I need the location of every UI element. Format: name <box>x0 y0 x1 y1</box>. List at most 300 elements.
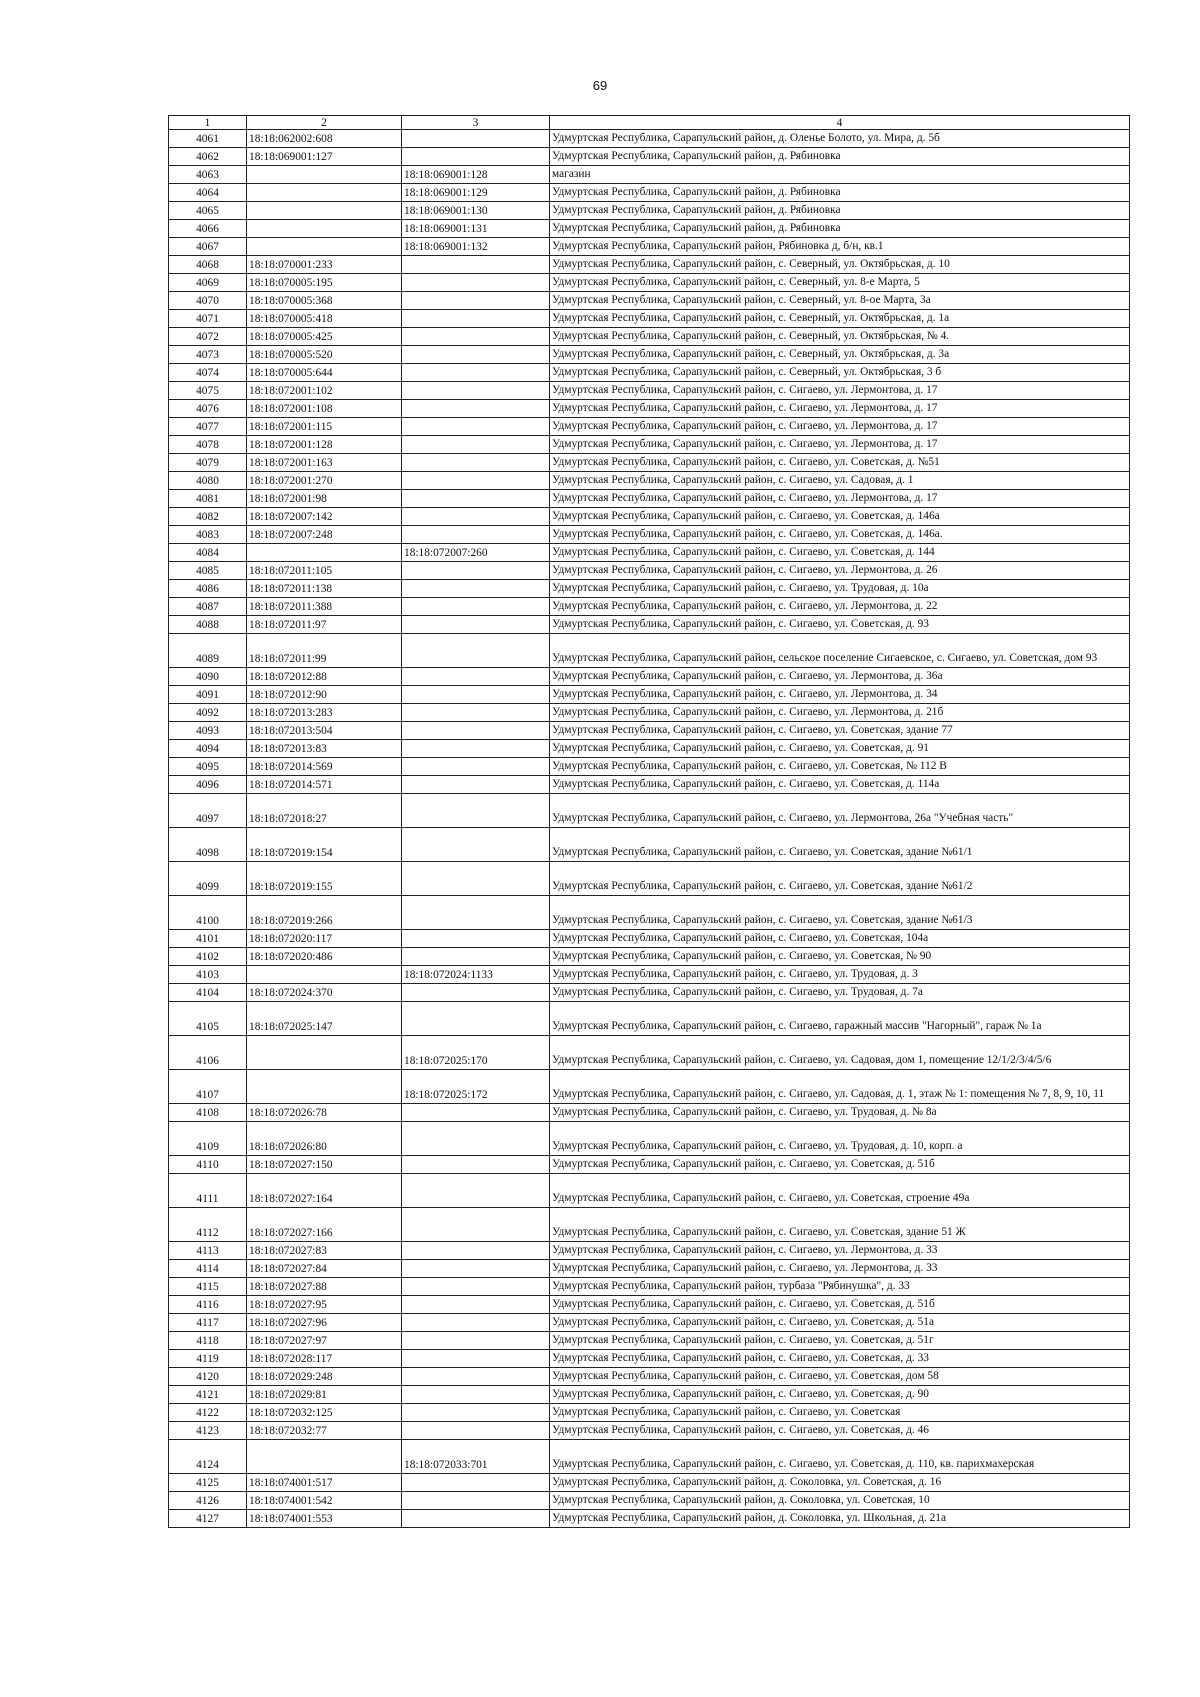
land-cadastral-number-cell: 18:18:072011:138 <box>247 580 402 598</box>
row-number-cell: 4092 <box>169 704 247 722</box>
table-row <box>169 740 1130 758</box>
row-number-cell: 4122 <box>169 1404 247 1422</box>
land-cadastral-number-cell: 18:18:070005:418 <box>247 310 402 328</box>
address-cell: Удмуртская Республика, Сарапульский район, с. Сигаево, ул. Лермонтова, д. 26 <box>550 562 1130 580</box>
column-header-4: 4 <box>550 116 1130 130</box>
row-number-cell: 4069 <box>169 274 247 292</box>
table-row <box>169 562 1130 580</box>
address-cell: Удмуртская Республика, Сарапульский район, с. Сигаево, ул. Советская, здание №61/3 <box>550 896 1130 930</box>
building-cadastral-number-cell <box>402 668 550 686</box>
table-row <box>169 722 1130 740</box>
row-number-cell: 4113 <box>169 1242 247 1260</box>
building-cadastral-number-cell <box>402 1314 550 1332</box>
address-cell: Удмуртская Республика, Сарапульский район, с. Сигаево, ул. Советская, дом 58 <box>550 1368 1130 1386</box>
address-cell: Удмуртская Республика, Сарапульский район, с. Сигаево, ул. Лермонтова, д. 17 <box>550 418 1130 436</box>
building-cadastral-number-cell <box>402 984 550 1002</box>
building-cadastral-number-cell: 18:18:069001:132 <box>402 238 550 256</box>
row-number-cell: 4116 <box>169 1296 247 1314</box>
row-number-cell: 4070 <box>169 292 247 310</box>
address-cell: Удмуртская Республика, Сарапульский район, с. Сигаево, ул. Советская, д. 90 <box>550 1386 1130 1404</box>
building-cadastral-number-cell <box>402 310 550 328</box>
address-cell: Удмуртская Республика, Сарапульский район, с. Сигаево, ул. Лермонтова, д. 33 <box>550 1242 1130 1260</box>
land-cadastral-number-cell: 18:18:072019:154 <box>247 828 402 862</box>
land-cadastral-number-cell: 18:18:072027:164 <box>247 1174 402 1208</box>
table-row <box>169 1404 1130 1422</box>
address-cell: Удмуртская Республика, Сарапульский район, д. Рябиновка <box>550 220 1130 238</box>
address-cell: Удмуртская Республика, Сарапульский район, с. Сигаево, ул. Советская, д. 33 <box>550 1350 1130 1368</box>
row-number-cell: 4115 <box>169 1278 247 1296</box>
building-cadastral-number-cell: 18:18:069001:131 <box>402 220 550 238</box>
row-number-cell: 4075 <box>169 382 247 400</box>
address-cell: Удмуртская Республика, Сарапульский район, с. Северный, ул. 8-ое Марта, 3а <box>550 292 1130 310</box>
address-cell: Удмуртская Республика, Сарапульский район, с. Сигаево, ул. Советская, д. №51 <box>550 454 1130 472</box>
land-cadastral-number-cell: 18:18:072027:88 <box>247 1278 402 1296</box>
building-cadastral-number-cell <box>402 896 550 930</box>
address-cell: Удмуртская Республика, Сарапульский район, с. Сигаево, ул. Трудовая, д. № 8а <box>550 1104 1130 1122</box>
building-cadastral-number-cell: 18:18:069001:130 <box>402 202 550 220</box>
building-cadastral-number-cell: 18:18:072033:701 <box>402 1440 550 1474</box>
row-number-cell: 4086 <box>169 580 247 598</box>
table-row <box>169 544 1130 562</box>
table-row <box>169 862 1130 896</box>
table-row <box>169 828 1130 862</box>
building-cadastral-number-cell <box>402 454 550 472</box>
building-cadastral-number-cell <box>402 1350 550 1368</box>
row-number-cell: 4096 <box>169 776 247 794</box>
table-row <box>169 1002 1130 1036</box>
row-number-cell: 4077 <box>169 418 247 436</box>
address-cell: Удмуртская Республика, Сарапульский район, с. Сигаево, ул. Советская, д. 51б <box>550 1296 1130 1314</box>
row-number-cell: 4100 <box>169 896 247 930</box>
address-cell: Удмуртская Республика, Сарапульский район, с. Сигаево, ул. Советская, д. 110, кв. парихмахерская <box>550 1440 1130 1474</box>
table-row <box>169 526 1130 544</box>
table-row <box>169 436 1130 454</box>
building-cadastral-number-cell <box>402 1208 550 1242</box>
land-cadastral-number-cell <box>247 966 402 984</box>
address-cell: Удмуртская Республика, Сарапульский район, с. Сигаево, ул. Советская, № 90 <box>550 948 1130 966</box>
building-cadastral-number-cell <box>402 130 550 148</box>
table-row <box>169 948 1130 966</box>
land-cadastral-number-cell <box>247 202 402 220</box>
row-number-cell: 4127 <box>169 1510 247 1528</box>
building-cadastral-number-cell <box>402 862 550 896</box>
address-cell: Удмуртская Республика, Сарапульский район, с. Сигаево, ул. Советская, 104а <box>550 930 1130 948</box>
row-number-cell: 4124 <box>169 1440 247 1474</box>
row-number-cell: 4062 <box>169 148 247 166</box>
table-row <box>169 758 1130 776</box>
row-number-cell: 4097 <box>169 794 247 828</box>
table-row <box>169 1242 1130 1260</box>
land-cadastral-number-cell: 18:18:072019:266 <box>247 896 402 930</box>
land-cadastral-number-cell: 18:18:072032:77 <box>247 1422 402 1440</box>
address-cell: Удмуртская Республика, Сарапульский район, с. Северный, ул. Октябрьская, д. 3а <box>550 346 1130 364</box>
land-cadastral-number-cell: 18:18:072011:388 <box>247 598 402 616</box>
table-row <box>169 202 1130 220</box>
table-row <box>169 328 1130 346</box>
address-cell: Удмуртская Республика, Сарапульский район, с. Северный, ул. Октябрьская, д. 1а <box>550 310 1130 328</box>
row-number-cell: 4064 <box>169 184 247 202</box>
address-cell: Удмуртская Республика, Сарапульский район, с. Сигаево, ул. Советская, д. 46 <box>550 1422 1130 1440</box>
building-cadastral-number-cell: 18:18:072025:170 <box>402 1036 550 1070</box>
table-row <box>169 1440 1130 1474</box>
building-cadastral-number-cell: 18:18:072007:260 <box>402 544 550 562</box>
building-cadastral-number-cell <box>402 562 550 580</box>
land-cadastral-number-cell: 18:18:072027:97 <box>247 1332 402 1350</box>
building-cadastral-number-cell <box>402 436 550 454</box>
row-number-cell: 4094 <box>169 740 247 758</box>
address-cell: Удмуртская Республика, Сарапульский район, д. Рябиновка <box>550 202 1130 220</box>
land-cadastral-number-cell <box>247 184 402 202</box>
row-number-cell: 4081 <box>169 490 247 508</box>
address-cell: Удмуртская Республика, Сарапульский район, с. Сигаево, ул. Советская, д. 146а <box>550 508 1130 526</box>
building-cadastral-number-cell <box>402 274 550 292</box>
address-cell: Удмуртская Республика, Сарапульский район, с. Сигаево, ул. Лермонтова, д. 33 <box>550 1260 1130 1278</box>
table-row <box>169 1070 1130 1104</box>
table-row <box>169 794 1130 828</box>
row-number-cell: 4105 <box>169 1002 247 1036</box>
table-row <box>169 184 1130 202</box>
land-cadastral-number-cell: 18:18:062002:608 <box>247 130 402 148</box>
land-cadastral-number-cell: 18:18:072018:27 <box>247 794 402 828</box>
land-cadastral-number-cell: 18:18:072027:95 <box>247 1296 402 1314</box>
land-cadastral-number-cell <box>247 238 402 256</box>
building-cadastral-number-cell <box>402 1404 550 1422</box>
land-cadastral-number-cell: 18:18:072001:115 <box>247 418 402 436</box>
table-row <box>169 1296 1130 1314</box>
row-number-cell: 4088 <box>169 616 247 634</box>
address-cell: Удмуртская Республика, Сарапульский район, с. Сигаево, ул. Советская, строение 49а <box>550 1174 1130 1208</box>
table-row <box>169 616 1130 634</box>
row-number-cell: 4079 <box>169 454 247 472</box>
building-cadastral-number-cell: 18:18:072024:1133 <box>402 966 550 984</box>
building-cadastral-number-cell <box>402 740 550 758</box>
row-number-cell: 4087 <box>169 598 247 616</box>
row-number-cell: 4114 <box>169 1260 247 1278</box>
land-cadastral-number-cell: 18:18:072011:105 <box>247 562 402 580</box>
land-cadastral-number-cell: 18:18:072026:78 <box>247 1104 402 1122</box>
address-cell: Удмуртская Республика, Сарапульский район, с. Сигаево, ул. Трудовая, д. 7а <box>550 984 1130 1002</box>
row-number-cell: 4109 <box>169 1122 247 1156</box>
row-number-cell: 4078 <box>169 436 247 454</box>
building-cadastral-number-cell <box>402 148 550 166</box>
table-row <box>169 984 1130 1002</box>
building-cadastral-number-cell <box>402 346 550 364</box>
building-cadastral-number-cell <box>402 400 550 418</box>
table-row <box>169 1036 1130 1070</box>
row-number-cell: 4072 <box>169 328 247 346</box>
land-cadastral-number-cell: 18:18:072032:125 <box>247 1404 402 1422</box>
building-cadastral-number-cell <box>402 930 550 948</box>
address-cell: Удмуртская Республика, Сарапульский район, д. Рябиновка <box>550 148 1130 166</box>
land-cadastral-number-cell: 18:18:072027:83 <box>247 1242 402 1260</box>
building-cadastral-number-cell <box>402 1386 550 1404</box>
row-number-cell: 4061 <box>169 130 247 148</box>
land-cadastral-number-cell: 18:18:072007:248 <box>247 526 402 544</box>
land-cadastral-number-cell: 18:18:072020:117 <box>247 930 402 948</box>
table-row <box>169 1156 1130 1174</box>
building-cadastral-number-cell <box>402 490 550 508</box>
address-cell: Удмуртская Республика, Сарапульский район, с. Сигаево, гаражный массив "Нагорный", гараж № 1а <box>550 1002 1130 1036</box>
land-cadastral-number-cell: 18:18:072019:155 <box>247 862 402 896</box>
table-row <box>169 238 1130 256</box>
land-cadastral-number-cell: 18:18:072001:128 <box>247 436 402 454</box>
address-cell: Удмуртская Республика, Сарапульский район, с. Сигаево, ул. Лермонтова, д. 21б <box>550 704 1130 722</box>
table-row <box>169 292 1130 310</box>
address-cell: Удмуртская Республика, Сарапульский район, с. Сигаево, ул. Советская, д. 93 <box>550 616 1130 634</box>
building-cadastral-number-cell <box>402 776 550 794</box>
land-cadastral-number-cell: 18:18:072012:90 <box>247 686 402 704</box>
address-cell: Удмуртская Республика, Сарапульский район, Рябиновка д, б/н, кв.1 <box>550 238 1130 256</box>
row-number-cell: 4083 <box>169 526 247 544</box>
land-cadastral-number-cell: 18:18:070005:368 <box>247 292 402 310</box>
row-number-cell: 4095 <box>169 758 247 776</box>
address-cell: Удмуртская Республика, Сарапульский район, с. Сигаево, ул. Лермонтова, 26а "Учебная часть" <box>550 794 1130 828</box>
table-row <box>169 1422 1130 1440</box>
land-cadastral-number-cell: 18:18:072020:486 <box>247 948 402 966</box>
table-row <box>169 1208 1130 1242</box>
address-cell: Удмуртская Республика, Сарапульский район, турбаза "Рябинушка", д. 33 <box>550 1278 1130 1296</box>
building-cadastral-number-cell <box>402 1422 550 1440</box>
column-header-2: 2 <box>247 116 402 130</box>
row-number-cell: 4101 <box>169 930 247 948</box>
table-row <box>169 310 1130 328</box>
row-number-cell: 4106 <box>169 1036 247 1070</box>
address-cell: Удмуртская Республика, Сарапульский район, с. Сигаево, ул. Садовая, дом 1, помещение 12/1/2/3/4/5/6 <box>550 1036 1130 1070</box>
land-cadastral-number-cell: 18:18:072011:99 <box>247 634 402 668</box>
table-row <box>169 1260 1130 1278</box>
land-cadastral-number-cell <box>247 1070 402 1104</box>
row-number-cell: 4123 <box>169 1422 247 1440</box>
table-row <box>169 166 1130 184</box>
land-cadastral-number-cell: 18:18:070005:425 <box>247 328 402 346</box>
building-cadastral-number-cell <box>402 328 550 346</box>
table-row <box>169 508 1130 526</box>
building-cadastral-number-cell <box>402 472 550 490</box>
address-cell: Удмуртская Республика, Сарапульский район, с. Северный, ул. Октябрьская, № 4. <box>550 328 1130 346</box>
building-cadastral-number-cell <box>402 616 550 634</box>
table-row <box>169 418 1130 436</box>
land-cadastral-number-cell: 18:18:072028:117 <box>247 1350 402 1368</box>
building-cadastral-number-cell <box>402 1474 550 1492</box>
building-cadastral-number-cell <box>402 418 550 436</box>
building-cadastral-number-cell <box>402 1296 550 1314</box>
land-cadastral-number-cell: 18:18:072027:96 <box>247 1314 402 1332</box>
address-cell: Удмуртская Республика, Сарапульский район, с. Сигаево, ул. Советская, здание №61/2 <box>550 862 1130 896</box>
row-number-cell: 4120 <box>169 1368 247 1386</box>
address-cell: Удмуртская Республика, Сарапульский район, с. Сигаево, ул. Лермонтова, д. 22 <box>550 598 1130 616</box>
row-number-cell: 4063 <box>169 166 247 184</box>
address-cell: Удмуртская Республика, Сарапульский район, с. Сигаево, ул. Лермонтова, д. 17 <box>550 490 1130 508</box>
table-row <box>169 472 1130 490</box>
table-row <box>169 776 1130 794</box>
address-cell: Удмуртская Республика, Сарапульский район, с. Сигаево, ул. Садовая, д. 1, этаж № 1: помещения № 7, 8, 9, 10, 11 <box>550 1070 1130 1104</box>
table-row <box>169 454 1130 472</box>
address-cell: Удмуртская Республика, Сарапульский район, с. Северный, ул. 8-е Марта, 5 <box>550 274 1130 292</box>
building-cadastral-number-cell <box>402 1278 550 1296</box>
building-cadastral-number-cell <box>402 598 550 616</box>
table-row <box>169 130 1130 148</box>
land-cadastral-number-cell: 18:18:070001:233 <box>247 256 402 274</box>
land-cadastral-number-cell: 18:18:074001:553 <box>247 1510 402 1528</box>
building-cadastral-number-cell <box>402 1332 550 1350</box>
table-body <box>169 130 1130 1528</box>
address-cell: Удмуртская Республика, Сарапульский район, с. Северный, ул. Октябрьская, 3 б <box>550 364 1130 382</box>
building-cadastral-number-cell <box>402 722 550 740</box>
building-cadastral-number-cell <box>402 1122 550 1156</box>
table-row <box>169 1332 1130 1350</box>
table-row <box>169 274 1130 292</box>
table-row <box>169 256 1130 274</box>
land-cadastral-number-cell: 18:18:072012:88 <box>247 668 402 686</box>
address-cell: Удмуртская Республика, Сарапульский район, с. Сигаево, ул. Советская <box>550 1404 1130 1422</box>
address-cell: Удмуртская Республика, Сарапульский район, д. Соколовка, ул. Школьная, д. 21а <box>550 1510 1130 1528</box>
building-cadastral-number-cell <box>402 256 550 274</box>
row-number-cell: 4085 <box>169 562 247 580</box>
land-cadastral-number-cell: 18:18:070005:644 <box>247 364 402 382</box>
building-cadastral-number-cell <box>402 1260 550 1278</box>
table-row <box>169 634 1130 668</box>
row-number-cell: 4098 <box>169 828 247 862</box>
building-cadastral-number-cell <box>402 382 550 400</box>
building-cadastral-number-cell <box>402 828 550 862</box>
row-number-cell: 4067 <box>169 238 247 256</box>
land-cadastral-number-cell: 18:18:072027:166 <box>247 1208 402 1242</box>
land-cadastral-number-cell: 18:18:072014:569 <box>247 758 402 776</box>
land-cadastral-number-cell: 18:18:072029:248 <box>247 1368 402 1386</box>
row-number-cell: 4089 <box>169 634 247 668</box>
building-cadastral-number-cell <box>402 1492 550 1510</box>
table-row <box>169 220 1130 238</box>
table-row <box>169 364 1130 382</box>
address-cell: Удмуртская Республика, Сарапульский район, с. Сигаево, ул. Садовая, д. 1 <box>550 472 1130 490</box>
land-cadastral-number-cell: 18:18:072001:163 <box>247 454 402 472</box>
land-cadastral-number-cell: 18:18:072027:150 <box>247 1156 402 1174</box>
address-cell: магазин <box>550 166 1130 184</box>
address-cell: Удмуртская Республика, Сарапульский район, с. Сигаево, ул. Трудовая, д. 10, корп. а <box>550 1122 1130 1156</box>
row-number-cell: 4071 <box>169 310 247 328</box>
building-cadastral-number-cell <box>402 948 550 966</box>
address-cell: Удмуртская Республика, Сарапульский район, с. Сигаево, ул. Трудовая, д. 10а <box>550 580 1130 598</box>
table-row <box>169 896 1130 930</box>
table-row <box>169 598 1130 616</box>
building-cadastral-number-cell <box>402 686 550 704</box>
building-cadastral-number-cell <box>402 704 550 722</box>
row-number-cell: 4080 <box>169 472 247 490</box>
address-cell: Удмуртская Республика, Сарапульский район, с. Сигаево, ул. Лермонтова, д. 17 <box>550 400 1130 418</box>
address-cell: Удмуртская Республика, Сарапульский район, д. Соколовка, ул. Советская, 10 <box>550 1492 1130 1510</box>
table-row <box>169 1474 1130 1492</box>
table-row <box>169 382 1130 400</box>
column-header-3: 3 <box>402 116 550 130</box>
land-cadastral-number-cell: 18:18:069001:127 <box>247 148 402 166</box>
row-number-cell: 4108 <box>169 1104 247 1122</box>
table-row <box>169 490 1130 508</box>
address-cell: Удмуртская Республика, Сарапульский район, д. Соколовка, ул. Советская, д. 16 <box>550 1474 1130 1492</box>
table-row <box>169 1368 1130 1386</box>
page-number: 69 <box>592 78 608 93</box>
table-row <box>169 966 1130 984</box>
table-row <box>169 1122 1130 1156</box>
row-number-cell: 4125 <box>169 1474 247 1492</box>
row-number-cell: 4074 <box>169 364 247 382</box>
building-cadastral-number-cell <box>402 292 550 310</box>
building-cadastral-number-cell <box>402 1242 550 1260</box>
address-cell: Удмуртская Республика, Сарапульский район, с. Сигаево, ул. Советская, д. 146а. <box>550 526 1130 544</box>
building-cadastral-number-cell <box>402 364 550 382</box>
land-cadastral-number-cell: 18:18:070005:520 <box>247 346 402 364</box>
row-number-cell: 4068 <box>169 256 247 274</box>
table-header <box>169 116 1130 130</box>
land-cadastral-number-cell <box>247 1440 402 1474</box>
row-number-cell: 4099 <box>169 862 247 896</box>
address-cell: Удмуртская Республика, Сарапульский район, с. Сигаево, ул. Лермонтова, д. 17 <box>550 382 1130 400</box>
row-number-cell: 4066 <box>169 220 247 238</box>
row-number-cell: 4119 <box>169 1350 247 1368</box>
row-number-cell: 4121 <box>169 1386 247 1404</box>
table-row <box>169 1104 1130 1122</box>
address-cell: Удмуртская Республика, Сарапульский район, с. Северный, ул. Октябрьская, д. 10 <box>550 256 1130 274</box>
row-number-cell: 4111 <box>169 1174 247 1208</box>
row-number-cell: 4102 <box>169 948 247 966</box>
building-cadastral-number-cell <box>402 526 550 544</box>
land-cadastral-number-cell: 18:18:072007:142 <box>247 508 402 526</box>
land-cadastral-number-cell: 18:18:074001:517 <box>247 1474 402 1492</box>
land-cadastral-number-cell: 18:18:072029:81 <box>247 1386 402 1404</box>
land-cadastral-number-cell: 18:18:072001:270 <box>247 472 402 490</box>
row-number-cell: 4112 <box>169 1208 247 1242</box>
table-row <box>169 400 1130 418</box>
address-cell: Удмуртская Республика, Сарапульский район, д. Оленье Болото, ул. Мира, д. 5б <box>550 130 1130 148</box>
building-cadastral-number-cell <box>402 508 550 526</box>
building-cadastral-number-cell <box>402 794 550 828</box>
land-cadastral-number-cell <box>247 544 402 562</box>
land-cadastral-number-cell: 18:18:072001:108 <box>247 400 402 418</box>
row-number-cell: 4065 <box>169 202 247 220</box>
address-cell: Удмуртская Республика, Сарапульский район, с. Сигаево, ул. Трудовая, д. 3 <box>550 966 1130 984</box>
property-register-table <box>168 115 1130 1528</box>
table-row <box>169 668 1130 686</box>
land-cadastral-number-cell: 18:18:072013:83 <box>247 740 402 758</box>
land-cadastral-number-cell: 18:18:072001:98 <box>247 490 402 508</box>
address-cell: Удмуртская Республика, Сарапульский район, с. Сигаево, ул. Советская, д. 51г <box>550 1332 1130 1350</box>
row-number-cell: 4084 <box>169 544 247 562</box>
land-cadastral-number-cell: 18:18:074001:542 <box>247 1492 402 1510</box>
land-cadastral-number-cell: 18:18:072013:504 <box>247 722 402 740</box>
table-row <box>169 686 1130 704</box>
address-cell: Удмуртская Республика, Сарапульский район, с. Сигаево, ул. Советская, здание 77 <box>550 722 1130 740</box>
table-row <box>169 1510 1130 1528</box>
building-cadastral-number-cell <box>402 1104 550 1122</box>
row-number-cell: 4126 <box>169 1492 247 1510</box>
row-number-cell: 4076 <box>169 400 247 418</box>
column-header-1: 1 <box>169 116 247 130</box>
building-cadastral-number-cell <box>402 1510 550 1528</box>
row-number-cell: 4103 <box>169 966 247 984</box>
land-cadastral-number-cell: 18:18:072026:80 <box>247 1122 402 1156</box>
building-cadastral-number-cell <box>402 1174 550 1208</box>
building-cadastral-number-cell <box>402 758 550 776</box>
land-cadastral-number-cell: 18:18:072013:283 <box>247 704 402 722</box>
table-row <box>169 1174 1130 1208</box>
land-cadastral-number-cell: 18:18:072011:97 <box>247 616 402 634</box>
land-cadastral-number-cell <box>247 166 402 184</box>
table-row <box>169 1492 1130 1510</box>
table-row <box>169 1314 1130 1332</box>
row-number-cell: 4117 <box>169 1314 247 1332</box>
table-row <box>169 148 1130 166</box>
land-cadastral-number-cell: 18:18:072024:370 <box>247 984 402 1002</box>
table-row <box>169 1350 1130 1368</box>
